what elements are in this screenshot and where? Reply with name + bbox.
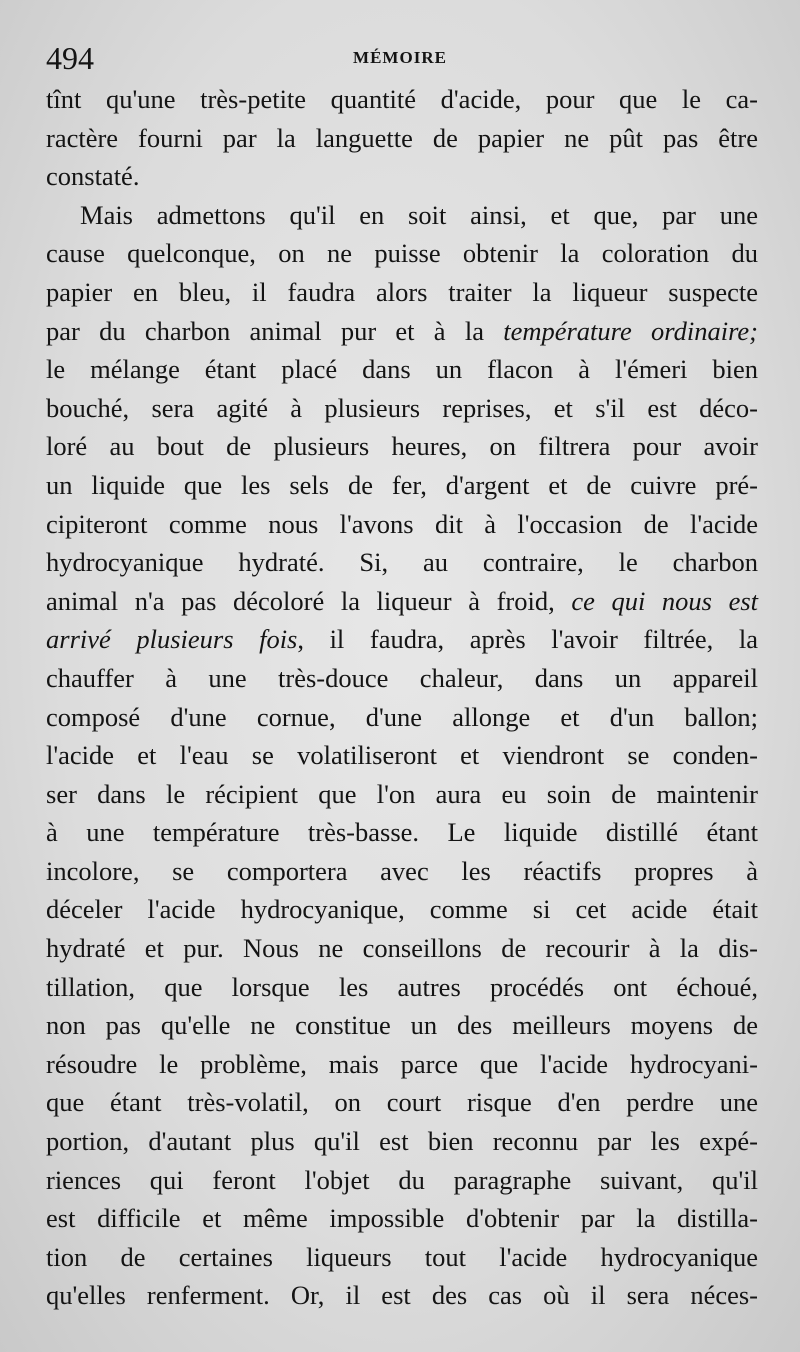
text-segment: hydrocyanique hydraté. Si, au contraire, le charbon bbox=[46, 547, 758, 578]
text-line bbox=[46, 119, 758, 158]
text-line bbox=[46, 543, 758, 582]
text-segment: chauffer à une très-douce chaleur, dans un appareil bbox=[46, 662, 758, 693]
text-segment: riences qui feront l'objet du paragraphe suivant, qu'il bbox=[46, 1164, 758, 1195]
text-segment: ser dans le récipient que l'on aura eu soin de maintenir bbox=[46, 778, 758, 809]
text-segment: un liquide que les sels de fer, d'argent et de cuivre pré- bbox=[46, 469, 758, 500]
text-line bbox=[46, 736, 758, 775]
text-line bbox=[46, 659, 758, 698]
text-line bbox=[46, 350, 758, 389]
text-segment: bouché, sera agité à plusieurs reprises, et s'il est déco- bbox=[46, 392, 758, 423]
text-line bbox=[46, 1161, 758, 1200]
text-segment: portion, d'autant plus qu'il est bien reconnu par les expé- bbox=[46, 1126, 758, 1157]
text-segment: l'acide et l'eau se volatiliseront et viendront se conden- bbox=[46, 740, 758, 771]
text-segment: incolore, se comportera avec les réactifs propres à bbox=[46, 855, 758, 886]
text-segment: qu'elles renferment. Or, il est des cas où il sera néces- bbox=[46, 1280, 758, 1311]
text-line bbox=[46, 890, 758, 929]
text-line bbox=[46, 1199, 758, 1238]
text-line bbox=[46, 582, 758, 621]
text-line bbox=[46, 1006, 758, 1045]
text-line bbox=[46, 620, 758, 659]
text-segment: composé d'une cornue, d'une allonge et d'un ballon; bbox=[46, 701, 758, 732]
italic-phrase: arrivé plusieurs fois bbox=[46, 624, 298, 655]
text-segment: non pas qu'elle ne constitue un des meilleurs moyens de bbox=[46, 1010, 758, 1041]
text-segment: par du charbon animal pur et à la bbox=[46, 315, 504, 346]
text-line bbox=[46, 1045, 758, 1084]
text-line bbox=[46, 929, 758, 968]
text-line bbox=[46, 698, 758, 737]
text-segment: papier en bleu, il faudra alors traiter la liqueur suspecte bbox=[46, 276, 758, 307]
text-segment: Mais admettons qu'il en soit ainsi, et que, par une bbox=[80, 199, 758, 230]
body-text bbox=[46, 80, 758, 1315]
text-line bbox=[46, 196, 758, 235]
text-segment: tînt qu'une très-petite quantité d'acide, pour que le ca- bbox=[46, 84, 758, 114]
page-header bbox=[0, 40, 800, 80]
text-segment: constaté. bbox=[46, 161, 140, 192]
text-line bbox=[46, 775, 758, 814]
text-line bbox=[46, 312, 758, 351]
text-line bbox=[46, 157, 758, 196]
text-line bbox=[46, 852, 758, 891]
text-segment: hydraté et pur. Nous ne conseillons de recourir à la dis- bbox=[46, 933, 758, 964]
text-line bbox=[46, 427, 758, 466]
text-line bbox=[46, 813, 758, 852]
text-segment: tion de certaines liqueurs tout l'acide hydrocyanique bbox=[46, 1241, 758, 1272]
text-segment: ractère fourni par la languette de papier ne pût pas être bbox=[46, 122, 758, 153]
text-segment: cause quelconque, on ne puisse obtenir la coloration du bbox=[46, 238, 758, 269]
text-segment: animal n'a pas décoloré la liqueur à froid, bbox=[46, 585, 572, 616]
text-segment: que étant très-volatil, on court risque d'en perdre une bbox=[46, 1087, 758, 1118]
text-line bbox=[46, 273, 758, 312]
text-line bbox=[46, 1238, 758, 1277]
text-segment: , il faudra, après l'avoir filtrée, la bbox=[297, 624, 758, 655]
text-segment: à une température très-basse. Le liquide distillé étant bbox=[46, 817, 758, 848]
text-line bbox=[46, 1122, 758, 1161]
text-segment: déceler l'acide hydrocyanique, comme si cet acide était bbox=[46, 894, 758, 925]
text-segment: est difficile et même impossible d'obtenir par la distilla- bbox=[46, 1203, 758, 1234]
italic-phrase: température ordinaire; bbox=[503, 315, 758, 346]
text-line bbox=[46, 968, 758, 1007]
text-line bbox=[46, 80, 758, 119]
text-segment: le mélange étant placé dans un flacon à l'émeri bien bbox=[46, 354, 758, 385]
page-number: 494 bbox=[46, 40, 94, 76]
text-line bbox=[46, 1276, 758, 1315]
running-head: MÉMOIRE bbox=[353, 48, 447, 67]
text-line bbox=[46, 1083, 758, 1122]
text-line bbox=[46, 466, 758, 505]
text-segment: résoudre le problème, mais parce que l'acide hydrocyani- bbox=[46, 1048, 758, 1079]
text-segment: cipiteront comme nous l'avons dit à l'occasion de l'acide bbox=[46, 508, 758, 539]
text-segment: loré au bout de plusieurs heures, on filtrera pour avoir bbox=[46, 431, 758, 462]
italic-phrase: ce qui nous est bbox=[571, 585, 759, 616]
text-line bbox=[46, 505, 758, 544]
text-line bbox=[46, 234, 758, 273]
text-line bbox=[46, 389, 758, 428]
text-segment: tillation, que lorsque les autres procédés ont échoué, bbox=[46, 971, 758, 1002]
